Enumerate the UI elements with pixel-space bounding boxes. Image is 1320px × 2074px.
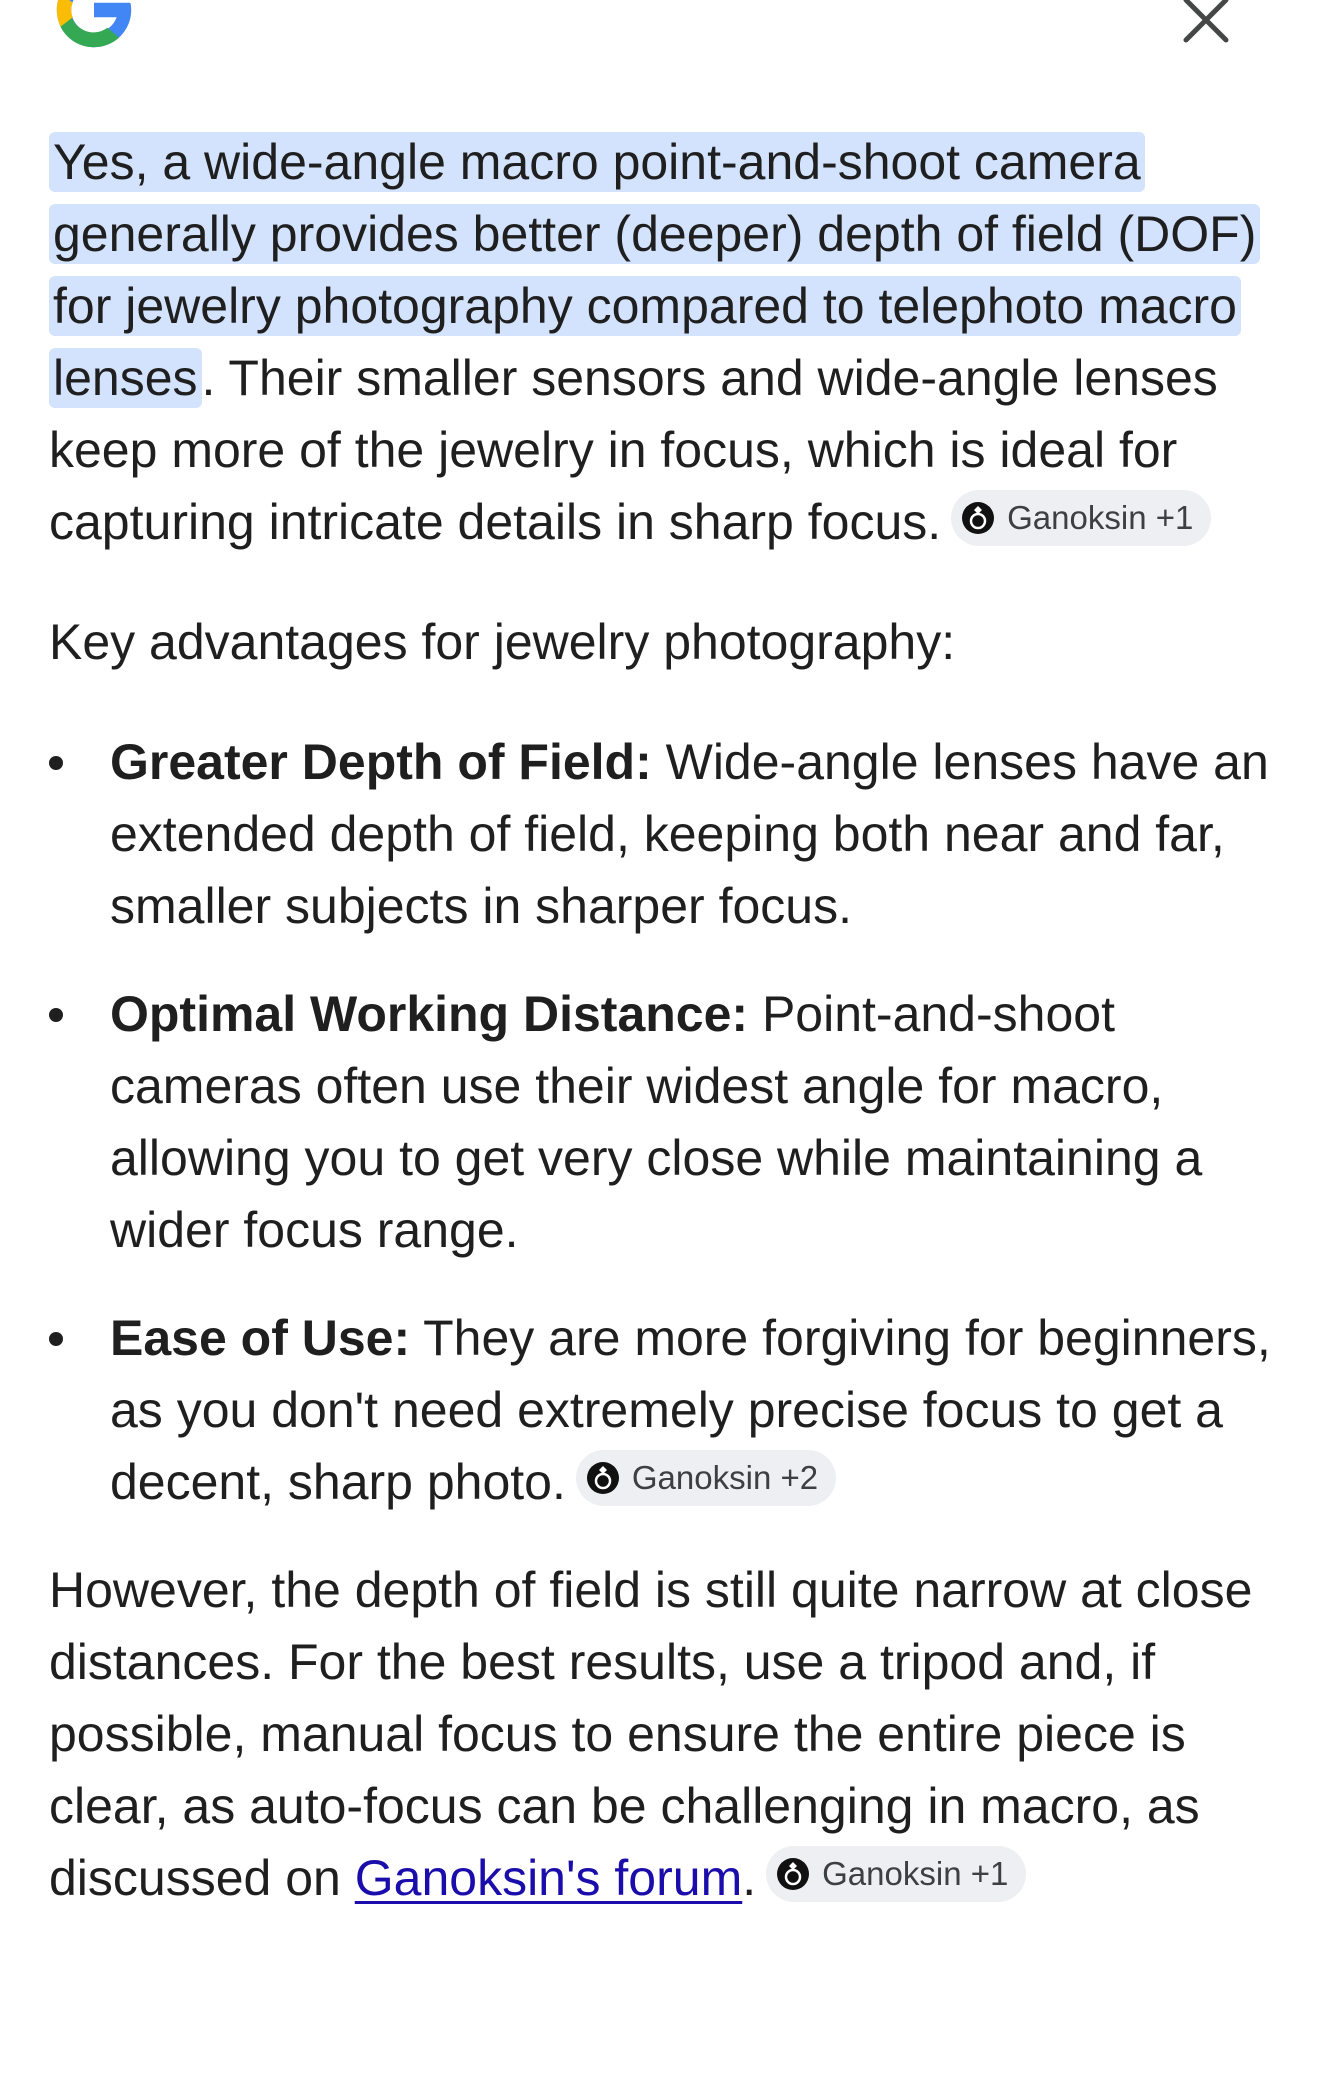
ai-overview-content [49,126,1289,1914]
closing-text: However, the depth of field is still quite narrow at close distances. For the best results, use a tripod and, if possible, manual focus to ensure the entire piece is clear, as auto-focus can be challenging in macro, as discussed on [49,1562,1253,1906]
ganoksin-ring-icon [776,1857,810,1891]
list-item-title: Greater Depth of Field: [110,734,652,790]
closing-period: . [742,1850,757,1906]
list-item [49,978,1289,1266]
google-g-logo [46,0,142,58]
list-item-title: Optimal Working Distance: [110,986,749,1042]
source-chip[interactable] [951,490,1211,546]
list-item [49,726,1289,942]
source-chip-label: Ganoksin +1 [1007,499,1194,536]
source-chip-label: Ganoksin +2 [631,1459,819,1496]
bullet-icon [49,756,63,770]
closing-paragraph [49,1554,1289,1914]
list-item-title: Ease of Use: [110,1310,411,1366]
bullet-icon [49,1008,63,1022]
advantages-heading: Key advantages for jewelry photography: [49,614,956,670]
source-chip-label: Ganoksin +1 [822,1855,1009,1892]
ganoksin-ring-icon [961,501,995,535]
source-chip[interactable] [766,1846,1026,1902]
bullet-icon [49,1332,63,1346]
list-item-text: They are more forgiving for beginners, as you don't need extremely precise focus to get a decent, sharp photo. [110,1310,1271,1510]
advantages-list [49,726,1289,1518]
top-bar [0,0,1320,80]
list-item-text: Point-and-shoot cameras often use their widest angle for macro, allowing you to get very close while maintaining a wider focus range. [110,986,1203,1258]
list-item-text: Wide-angle lenses have an extended depth of field, keeping both near and far, smaller subjects in sharper focus. [110,734,1269,934]
intro-paragraph [49,126,1289,558]
close-icon[interactable] [1178,0,1234,48]
ganoksin-forum-link[interactable]: Ganoksin's forum [354,1850,743,1906]
highlighted-answer: Yes, a wide-angle macro point-and-shoot camera generally provides better (deeper) depth of field (DOF) for jewelry photography compared to telephoto macro lenses [49,132,1260,408]
source-chip[interactable] [576,1450,836,1506]
ganoksin-ring-icon [586,1461,620,1495]
list-item [49,1302,1289,1518]
intro-rest: . Their smaller sensors and wide-angle lenses keep more of the jewelry in focus, which is ideal for capturing intricate details in sharp focus. [49,350,1218,550]
